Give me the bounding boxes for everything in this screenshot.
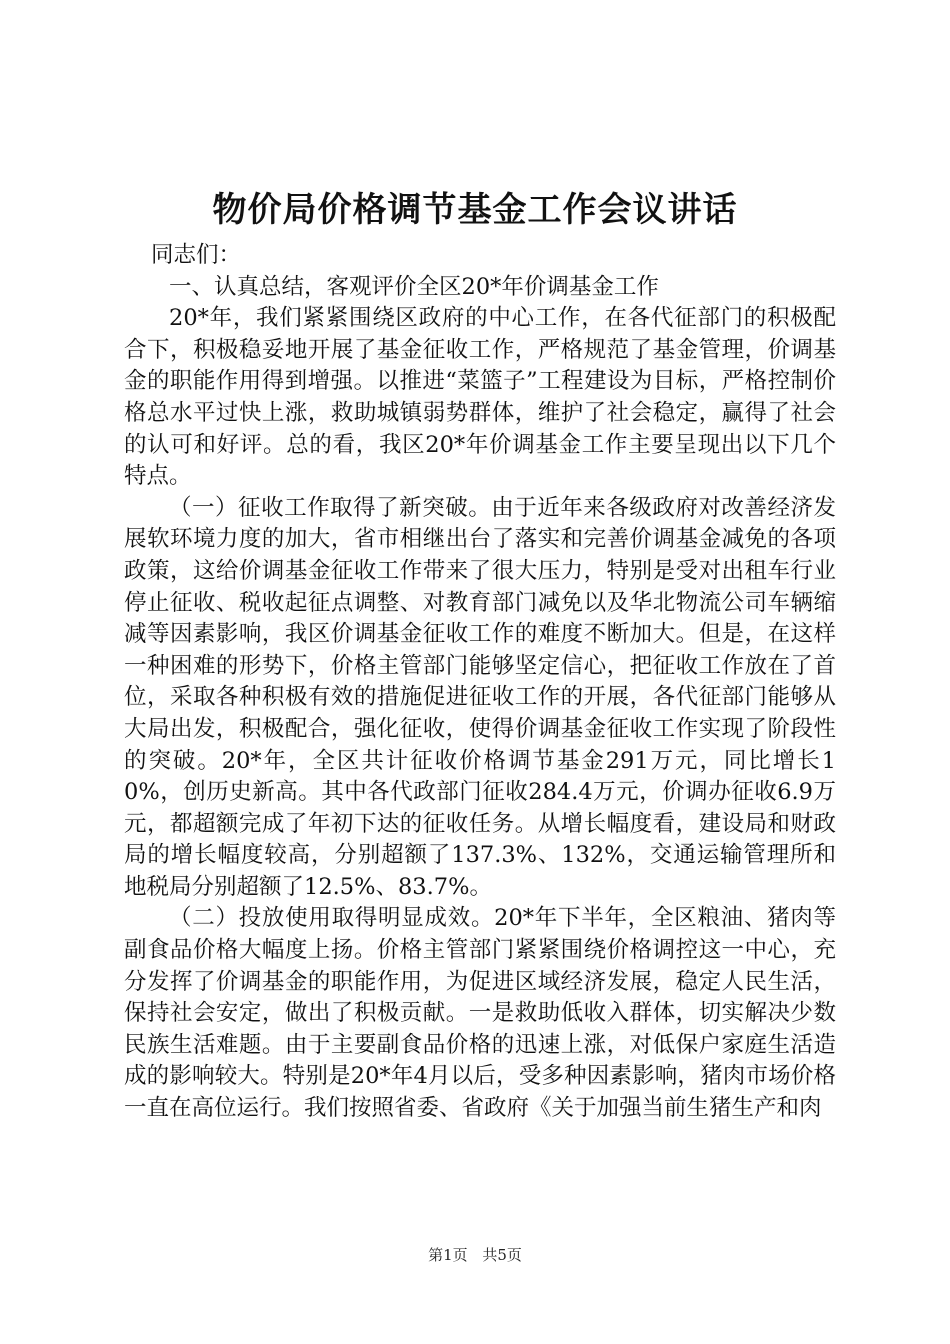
page-number: 第1页 [428,1246,468,1264]
salutation: 同志们： [151,242,242,268]
section-heading: 一、认真总结，客观评价全区20*年价调基金工作 [169,273,659,300]
paragraph-overview: 20*年，我们紧紧围绕区政府的中心工作，在各代征部门的积极配合下，积极稳妥地开展了基金征收工作，严格规范了基金管理，价调基金的职能作用得到增强。以推进“菜篮子”工程建设为目标，严格控制价格总水平过快上涨，救助城镇弱势群体，维护了社会稳定，赢得了社会的认可和好评。总的看，我区20*年价调基金工作主要呈现出以下几个特点。 [124,305,836,490]
paragraph-collection: （一）征收工作取得了新突破。由于近年来各级政府对改善经济发展软环境力度的加大，省市相继出台了落实和完善价调基金减免的各项政策，这给价调基金征收工作带来了很大压力，特别是受对出租车行业停止征收、税收起征点调整、对教育部门减免以及华北物流公司车辆缩减等因素影响，我区价调基金征收工作的难度不断加大。但是，在这样一种困难的形势下，价格主管部门能够坚定信心，把征收工作放在了首位，采取各种积极有效的措施促进征收工作的开展，各代征部门能够从大局出发，积极配合，强化征收，使得价调基金征收工作实现了阶段性的突破。20*年，全区共计征收价格调节基金291万元，同比增长10%，创历史新高。其中各代政部门征收284.4万元，价调办征收6.9万元，都超额完成了年初下达的征收任务。从增长幅度看，建设局和财政局的增长幅度较高，分别超额了137.3%、132%，交通运输管理所和地税局分别超额了12.5%、83.7%。 [124,494,836,900]
document-title: 物价局价格调节基金工作会议讲话 [212,190,738,230]
page-footer [0,1244,950,1265]
document-body [124,240,836,1125]
paragraph-usage: （二）投放使用取得明显成效。20*年下半年，全区粮油、猪肉等副食品价格大幅度上扬。价格主管部门紧紧围绕价格调控这一中心，充分发挥了价调基金的职能作用，为促进区域经济发展，稳定人民生活，保持社会安定，做出了积极贡献。一是救助低收入群体，切实解决少数民族生活难题。由于主要副食品价格的迅速上涨，对低保户家庭生活造成的影响较大。特别是20*年4月以后，受多种因素影响，猪肉市场价格一直在高位运行。我们按照省委、省政府《关于加强当前生猪生产和肉 [124,905,836,1122]
total-pages: 共5页 [482,1246,522,1264]
